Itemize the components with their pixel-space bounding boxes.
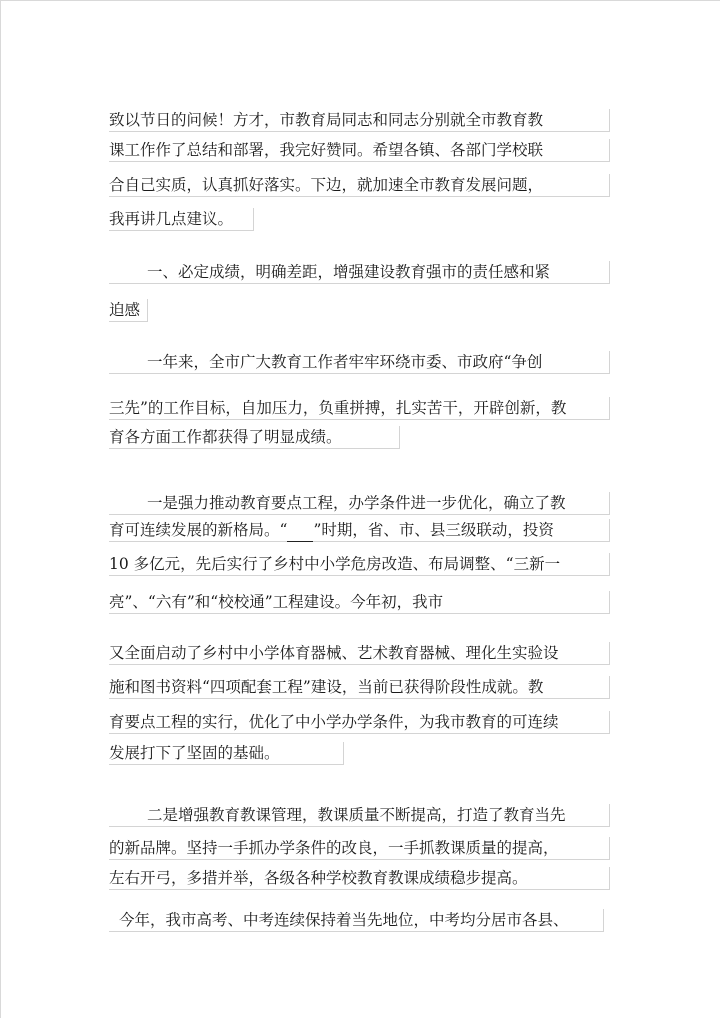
text-line-11: 亮”、“六有”和“校校通”工程建设。今年初，我市 <box>109 591 610 614</box>
text-line-17: 的新品牌。坚持一手抓办学条件的改良，一手抓教课质量的提高， <box>109 837 610 860</box>
text-line-14: 育要点工程的实行，优化了中小学办学条件，为我市教育的可连续 <box>109 711 610 734</box>
text-line-12: 又全面启动了乡村中小学体育器械、艺术教育器械、理化生实验设 <box>109 642 610 665</box>
text-line-18: 左右开弓，多措并举，各级各种学校教育教课成绩稳步提高。 <box>109 867 610 890</box>
text-line-10: 10 多亿元，先后实行了乡村中小学危房改造、布局调整、“三新一 <box>109 553 610 576</box>
text-line-4: 我再讲几点建议。 <box>109 208 254 231</box>
text-line-19: 今年，我市高考、中考连续保持着当先地位，中考均分居市各县、 <box>109 909 604 932</box>
text-line-8: 一是强力推动教育要点工程，办学条件进一步优化，确立了教 <box>109 492 610 515</box>
text-line-15: 发展打下了坚固的基础。 <box>109 742 344 765</box>
text-fragment-1: 育可连续发展的新格局。“ <box>109 521 288 539</box>
text-line-1: 致以节日的问候！方才，市教育局同志和同志分别就全市教育教 <box>109 109 610 132</box>
blank-underline <box>287 519 313 542</box>
text-line-9 <box>109 519 610 542</box>
text-line-5: 一年来，全市广大教育工作者牢牢环绕市委、市政府“争创 <box>109 351 610 374</box>
heading-line-2: 迫感 <box>109 299 148 322</box>
heading-line-1: 一、必定成绩，明确差距，增强建设教育强市的责任感和紧 <box>109 261 610 284</box>
text-fragment-2: ”时期，省、市、县三级联动，投资 <box>313 521 554 539</box>
text-line-2: 课工作作了总结和部署，我完好赞同。希望各镇、各部门学校联 <box>109 139 610 162</box>
text-line-3: 合自己实质，认真抓好落实。下边，就加速全市教育发展问题， <box>109 174 610 197</box>
text-line-6: 三先”的工作目标，自加压力，负重拼搏，扎实苦干，开辟创新，教 <box>109 397 610 420</box>
text-line-13: 施和图书资料“四项配套工程”建设，当前已获得阶段性成就。教 <box>109 676 610 699</box>
text-line-7: 育各方面工作都获得了明显成绩。 <box>109 426 400 449</box>
text-line-16: 二是增强教育教课管理，教课质量不断提高，打造了教育当先 <box>109 804 610 827</box>
